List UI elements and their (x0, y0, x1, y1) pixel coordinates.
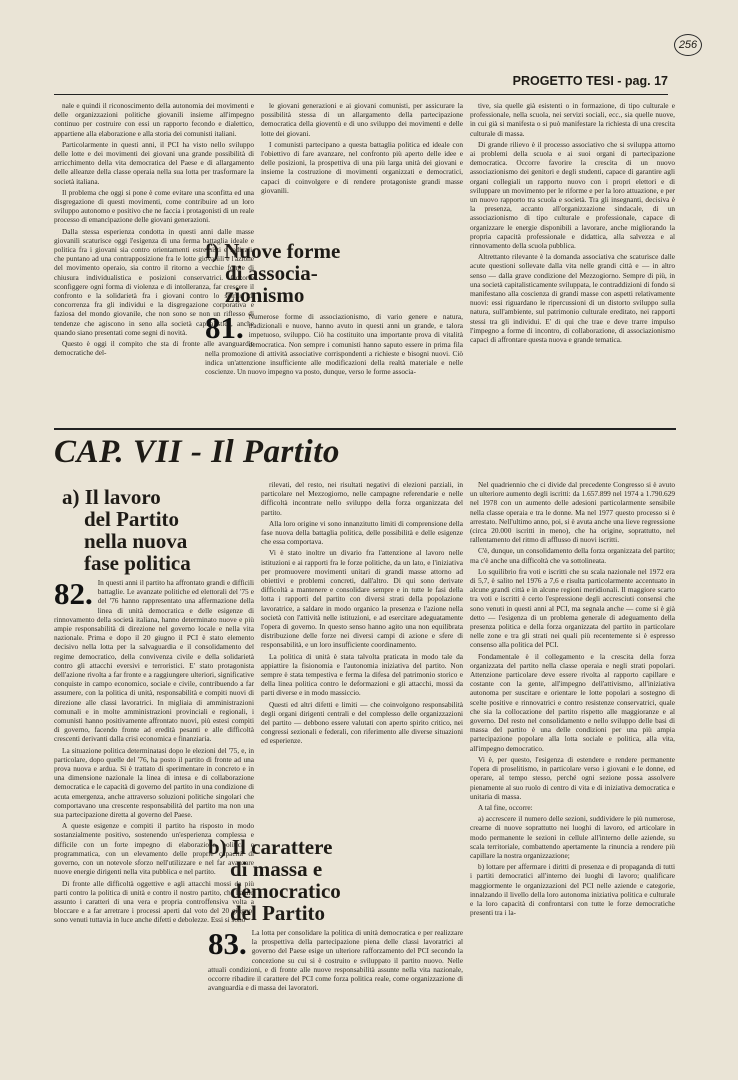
chapter-rule (54, 428, 676, 430)
section-a-heading (62, 486, 191, 574)
paragraph: Numerose forme di associazionismo, di vario genere e natura, tradizionali e nuove, hanno avuto in questi anni un grande, e talora impetuoso, sviluppo. Ciò ha costituito una importante prova di vitalità democratica. Non sempre i comunisti hanno saputo essere in prima fila nella promozione di attività associative corrispondenti a richieste e bisogni nuovi. Ciò indica un'attenzione insufficiente alle modificazioni della realtà materiale e nelle coscienze. Un nuovo impegno va posto, dunque, verso le forme associa- (205, 312, 463, 377)
paragraph: A tal fine, occorre: (478, 802, 533, 812)
paragraph: Fondamentale è il collegamento e la crescita della forza organizzata del partito nella classe operaia e negli strati popolari. Attenzione particolare deve essere rivolta al rapporto capillare e costante con la gente, all'impegno dell'attivismo, all'iniziativa autonoma per suscitare e orientare le lotte popolari a sostegno di scelte positive e rinnovatrici e contro resistenze conservatrici, quale che sia la collocazione del partito rispetto alle maggioranze e al governo. Del resto nel consolidamento e nello sviluppo delle basi di massa del partito è una delle condizioni per una più ampia partecipazione popolare alla lotta sociale e politica, alla vita, all'impegno democratico. (470, 651, 675, 753)
heading-line: democratico (230, 879, 341, 903)
paragraph: I comunisti partecipano a questa battaglia politica ed ideale con l'obiettivo di fare avanzare, nel confronto più aperto delle idee e delle posizioni, la prospettiva di una più larga unità dei giovani e insieme la costruzione di movimenti organizzati e democratici, capaci di coinvolgere e di rendere protagoniste grandi masse giovanili. (261, 139, 463, 195)
paragraph: le giovani generazioni e ai giovani comunisti, per assicurare la possibilità stessa di un allargamento della partecipazione democratica della gioventù e di uno sviluppo dei movimenti e delle lotte dei giovani. (261, 101, 463, 138)
paragraph-number: 83. (208, 928, 247, 961)
paragraph: Dalla stessa esperienza condotta in questi anni dalle masse giovanili scaturisce oggi l'esigenza di una ferma battaglia ideale e politica fra i giovani sia contro orientamenti estremisti e radicali, che puntano ad una contrapposizione fra le lotte giovanili e l'azione del movimento operaio, sia contro il ritorno a vecchie forme di chiusura individualistica e posizioni conservatrici. Occorre sconfiggere ogni forma di violenza e di intolleranza, far crescere il confronto e la solidarietà fra i giovani contro lo spirito di concorrenza fra gli individui e la disgregazione corporativa e faziosa del mondo giovanile, che non sono se non un riflesso di tendenze che agiscono in seno alla società capitalistica, anche quando siano presentati come segni di novità. (54, 226, 254, 337)
top-column-2 (261, 101, 463, 251)
paragraph: In questi anni il partito ha affrontato grandi e difficili battaglie. Le avanzate politiche ed elettorali del '75 e del '76 hanno rappresentato una affermazione della linea di unità democratica e delle esigenze di rinnovamento della società italiana, hanno determinato nuove e più ampie responsabilità di direzione nel governo locale e nella vita nazionale. Prima e dopo il 20 giugno il PCI è stato elemento decisivo nella lotta per la salvaguardia e il consolidamento del regime democratico, della convivenza civile e della solidarietà contro gli attacchi eversivi e terroristici. E' stato protagonista dell'azione rivolta a far fronte e a raggiungere ulteriori, significative conquiste in campo economico, sociale e civile, contribuendo a far assumere, con la politica di unità, responsabilità e compiti nuovi di direzione alle classi lavoratrici. In migliaia di amministrazioni comunali e in molte amministrazioni provinciali e regionali, i comunisti hanno positivamente affrontato nuovi, più estesi compiti di governo, facendo fronte ad eredità pesanti e alle difficoltà crescenti derivanti dalla crisi economica e finanziaria. (54, 578, 254, 744)
paragraph: Di fronte alle difficoltà oggettive e agli attacchi mossi da più parti contro la politica di unità e contro il nostro partito, che hanno assunto i caratteri di una vera e propria controffensiva volta a bloccare e a far arretrare i processi aperti dal voto del 20 giugno, sono venuti tuttavia in luce anche difetti e debolezze. Essi si sono (54, 878, 254, 925)
paragraph-number: 81. (205, 312, 244, 345)
paragraph: Il problema che oggi si pone è come evitare una sconfitta ed una disgregazione di questi movimenti, come contribuire ad un loro sviluppo autonomo e positivo che ne faccia i protagonisti di un reale processo di emancipazione delle giovani generazioni. (54, 187, 254, 225)
paragraph: Nel quadriennio che ci divide dal precedente Congresso si è avuto un ulteriore aumento degli iscritti: da 1.657.899 nel 1974 a 1.790.629 nel 1978 con un aumento delle adesioni particolarmente sensibile nella classe operaia e tra le donne. Ma nel 1977 questo processo si è arrestato. Nell'ultimo anno, poi, si è avuta anche una lieve regressione (circa 20.000 iscritti in meno), che ha origine, soprattutto, nel rallentamento del ritmo di afflusso di nuovi iscritti. (470, 480, 675, 545)
right-column (470, 480, 675, 1046)
section-f-body (205, 312, 463, 424)
heading-line: del Partito (84, 507, 180, 531)
heading-line: b) Il carattere (208, 835, 333, 859)
top-column-3 (470, 101, 675, 423)
paragraph-number: 82. (54, 578, 93, 611)
heading-line: di associa- (225, 261, 318, 285)
paragraph: Altrettanto rilevante è la domanda associativa che scaturisce dalle acute questioni sollevate dalla vita nelle grandi città e — in altro senso — dalla grave condizione del Mezzogiorno. Sempre di più, in una società capitalisticamente sviluppata, le contraddizioni di fondo si manifestano alla coscienza di grandi masse con aspetti relativamente nuovi: essi riguardano le ripercussioni di un distorto sviluppo sulla natura, sull'ambiente, sul patrimonio culturale ereditato, nei rapporti stessi tra gli individui. E' di qui che trae e deve trarre impulso l'impegno a forme di incontro, di collaborazione, di associazionismo capaci di affrontare questa nuova e grande tematica. (470, 252, 675, 345)
heading-line: f) Nuove forme (205, 239, 341, 263)
paragraph: Vi è stato inoltre un divario fra l'attenzione al lavoro nelle istituzioni e ai rapporti fra le forze politiche, da un lato, e l'iniziativa per promuovere movimenti unitari di grandi masse attorno ad obiettivi e problemi concreti, dall'altro. Di qui sono derivate difficoltà a mantenere e consolidare sempre e in tutte le fasi della lotta i rapporti del partito con diversi strati della popolazione lavoratrice, a saldare in modo organico la presenza e l'azione nella società con l'attività nelle istituzioni, e ad esercitare adeguatamente l'opera di governo. In questo senso hanno agito una non equilibrata distribuzione delle forze nei diversi campi di azione e sfere di responsabilità, e un loro insufficiente coordinamento. (261, 548, 463, 650)
paragraph: La politica di unità è stata talvolta praticata in modo tale da appiattire la fisionomia e l'autonomia iniziativa del partito. Non sempre è stata tempestiva e ferma la difesa del patrimonio storico e della linea politica contro le deformazioni e gli attacchi, mossi da parti diverse e in modo massiccio. (261, 651, 463, 698)
heading-line: del Partito (230, 901, 326, 925)
paragraph: Alla loro origine vi sono innanzitutto limiti di comprensione della fase nuova della battaglia politica, delle possibilità e delle esigenze che essa comportava. (261, 518, 463, 547)
page-stamp: 256 (674, 34, 702, 56)
section-b-body (208, 928, 463, 1046)
paragraph: La lotta per consolidare la politica di unità democratica e per realizzare la prospettiva della partecipazione piena delle classi lavoratrici al governo del Paese esige un ulteriore rafforzamento del PCI secondo la concezione su cui si è costruito e sviluppato il partito nuovo. Nelle attuali condizioni, e di fronte alle nuove responsabilità assunte nella vita nazionale, occorre ribadire il carattere del PCI come forza politica reale, come organizzazione di avanguardia e di massa dei lavoratori. (208, 928, 463, 993)
page-header: PROGETTO TESI - pag. 17 (512, 74, 668, 88)
paragraph: Questi ed altri difetti e limiti — che coinvolgono responsabilità degli organi dirigenti centrali e del complesso delle organizzazioni del partito — debbono essere valutati con aperto spirito critico, nei congressi sezionali e federali, con riferimento alle diverse situazioni ed esperienze. (261, 699, 463, 746)
chapter-title: CAP. VII - Il Partito (54, 434, 340, 470)
paragraph: La situazione politica determinatasi dopo le elezioni del '75, e, in particolare, dopo quelle del '76, ha posto il partito di fronte ad una prova nuova e ardua. Si è trattato di sperimentare in concreto e in una dimensione nazionale la linea di intesa e di collaborazione democratica e le capacità di governo del partito in una condizione di acuta emergenza, anche attraverso soluzioni politiche singolari che comportavano una crescente responsabilità del partito ma non una sua partecipazione diretta al governo del Paese. (54, 745, 254, 820)
paragraph: Di grande rilievo è il processo associativo che si sviluppa attorno ai problemi della scuola e ai suoi organi di partecipazione democratica. Occorre favorire la crescita di un nuovo associazionismo dei genitori e degli studenti, capace di garantire agli organi collegiali un rapporto nuovo con i propri elettori e di sviluppare un movimento per le riforme e per la loro attuazione, e per un nuovo rapporto tra scuola e società. Tra gli insegnanti, decisiva è la presenza, accanto all'organizzazione sindacale, di un associazionismo di tipo culturale e professionale, capace di organizzare le energie disponibili a lavorare, anche migliorando la propria capacità professionale e didattica, alla salvezza e al rinnovamento della scuola pubblica. (470, 139, 675, 251)
paragraph: tive, sia quelle già esistenti o in formazione, di tipo culturale e professionale, nella scuola, nei servizi sociali, ecc., sia quelle nuove, in cui già si manifesta o si può manifestare la richiesta di una crescita culturale di massa. (470, 101, 675, 138)
section-f-heading (205, 240, 340, 306)
paragraph: b) lottare per affermare i diritti di presenza e di propaganda di tutti i partiti democratici all'interno dei luoghi di lavoro; qualificare maggiormente le organizzazioni del PCI nelle aziende e categorie, innalzando il livello della loro autonoma iniziativa politica e culturale e la loro capacità di confrontarsi con tutte le forze democratiche presenti tra i la- (470, 862, 675, 918)
paragraph: a) accrescere il numero delle sezioni, suddividere le più numerose, crearne di nuove soprattutto nei luoghi di lavoro, ed articolare in modo permanente le sezioni in cellule all'interno delle aziende, su scala territoriale, combattendo apertamente la rinuncia a rendere più capillare la nostra organizzazione; (470, 814, 675, 860)
paragraph: Vi è, per questo, l'esigenza di estendere e rendere permanente l'opera di proselitismo, in particolare verso i giovani e le donne, ed operare, al tempo stesso, perché ogni sezione possa assolvere pienamente al suo ruolo di centro di vita e di iniziativa democratica e unitaria di massa. (470, 754, 675, 801)
paragraph: nale e quindi il riconoscimento della autonomia dei movimenti e delle organizzazioni politiche giovanili insieme all'impegno continuo per costruire con essi un rapporto fecondo e dialettico, appartiene alla elaborazione e alla storia dei comunisti italiani. (54, 101, 254, 138)
header-rule (54, 94, 668, 95)
paragraph: Particolarmente in questi anni, il PCI ha visto nello sviluppo delle lotte e dei movimenti dei giovani una grande possibilità di arricchimento della vita democratica del Paese e di allargamento delle alleanze della classe operaia nella sua lotta per trasformare la società italiana. (54, 139, 254, 186)
paragraph: C'è, dunque, un consolidamento della forza organizzata del partito; ma c'è anche una difficoltà che va sottolineata. (470, 546, 675, 565)
paragraph: Lo squilibrio fra voti e iscritti che su scala nazionale nel 1972 era di 5,7, è salito nel 1976 a 7,6 e risulta particolarmente accentuato in alcune grandi città e in alcune regioni meridionali. Il maggiore scarto tra voti e iscritti è certo l'espressione degli accresciuti consensi che sono venuti in questi anni al PCI, ma segnala anche — come si è già detto — l'esigenza di un problema generale di adeguamento della presenza politica e della forza organizzata del partito in particolare nelle zone e tra gli strati nei quali più recentemente si è espresso consenso alla politica del PCI. (470, 566, 675, 650)
heading-line: a) Il lavoro (62, 485, 161, 509)
paragraph: A queste esigenze e compiti il partito ha risposto in modo sostanzialmente positivo, sostenendo un'esperienza complessa e difficile con un forte impegno di elaborazione politica e programmatica, con un elevamento delle proprie capacità di governo, con un notevole sforzo nell'utilizzare e nel far avanzare nuove energie dirigenti nella vita pubblica e nel partito. (54, 821, 254, 877)
heading-line: fase politica (84, 551, 191, 575)
heading-line: di massa e (230, 857, 323, 881)
section-b-heading (208, 836, 341, 924)
heading-line: nella nuova (84, 529, 188, 553)
paragraph: Questo è oggi il compito che sta di fronte alle avanguardie democratiche del- (54, 339, 254, 358)
middle-column (261, 480, 463, 826)
heading-line: zionismo (225, 283, 305, 307)
paragraph: rilevati, del resto, nei risultati negativi di elezioni parziali, in particolare nel Mezzogiorno, nelle campagne referendarie e nelle difficoltà incontrate nello sviluppo della forza organizzata del partito. (261, 480, 463, 517)
